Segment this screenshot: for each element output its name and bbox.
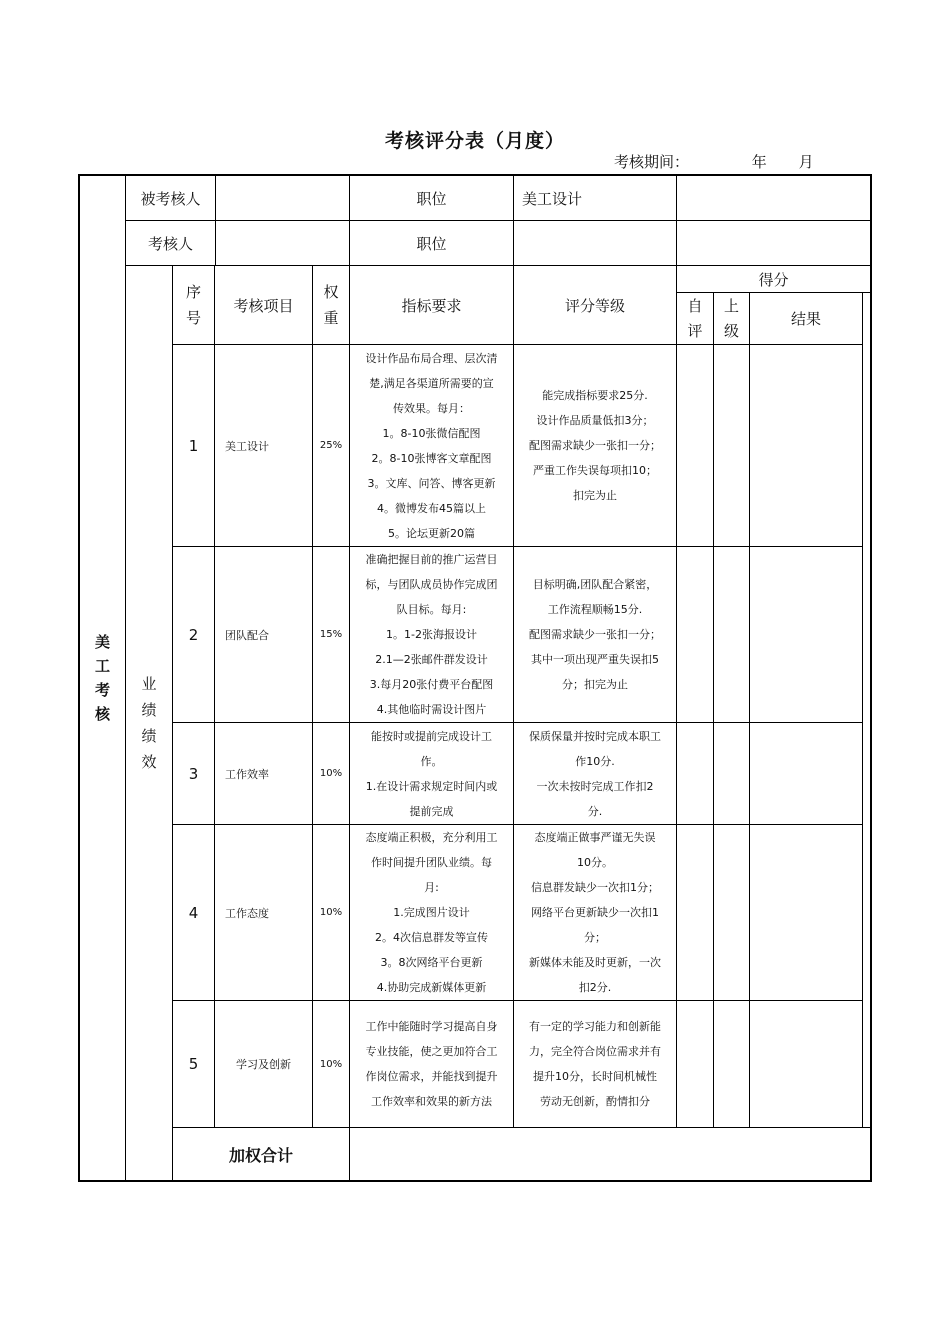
assessee-value[interactable] — [216, 176, 349, 220]
row-requirement — [350, 1001, 513, 1127]
row-item: 学习及创新 — [236, 1058, 291, 1071]
grading-line: 力，完全符合岗位需求并有 — [529, 1045, 661, 1058]
period-year: 年 — [751, 153, 767, 171]
row-weight: 10% — [319, 907, 343, 918]
requirement-line: 3.每月20张付费平台配图 — [369, 678, 494, 691]
row-weight: 10% — [319, 768, 343, 779]
row-self-score[interactable] — [677, 1001, 713, 1127]
requirement-line: 楚,满足各渠道所需要的宣 — [369, 376, 494, 390]
section-sub-text — [141, 671, 156, 775]
char: 工 — [94, 657, 110, 675]
grading-line: 分. — [587, 804, 603, 818]
requirement-line: 队目标。每月: — [396, 603, 467, 616]
char: 绩 — [141, 701, 157, 719]
row-superior-score[interactable] — [714, 825, 749, 1000]
requirement-line: 传效果。每月： — [393, 401, 470, 415]
col-no — [173, 266, 214, 344]
requirement-line: 3。文库、问答、博客更新 — [367, 476, 496, 490]
requirement-line: 2。4次信息群发等宣传 — [375, 931, 488, 944]
row-result[interactable] — [750, 345, 862, 546]
col-requirement: 指标要求 — [401, 296, 462, 315]
row-self-score[interactable] — [677, 825, 713, 1000]
col-superior-text — [724, 294, 739, 344]
col-superior — [714, 293, 749, 344]
row-requirement — [350, 723, 513, 824]
row-item: 工作效率 — [225, 767, 269, 781]
char: 上 — [723, 296, 739, 315]
grading-line: 劳动无创新，酌情扣分 — [540, 1095, 650, 1108]
page-title: 考核评分表（月度） — [384, 130, 565, 152]
section-main-text — [95, 630, 110, 726]
assessor-label: 考核人 — [147, 234, 193, 253]
char: 自 — [687, 296, 703, 315]
row-superior-score[interactable] — [714, 1001, 749, 1127]
char: 评 — [687, 321, 703, 340]
char: 绩 — [141, 727, 157, 745]
row-grading — [514, 723, 676, 824]
col-self-text — [687, 294, 702, 344]
char: 重 — [323, 309, 339, 327]
col-score: 得分 — [758, 270, 789, 289]
char: 级 — [723, 321, 739, 340]
grading-line: 作10分. — [575, 754, 615, 768]
period-label: 考核期间： — [614, 153, 690, 171]
grading-line: 网络平台更新缺少一次扣1 — [531, 906, 659, 919]
section-main — [80, 176, 125, 1180]
col-self — [677, 293, 713, 344]
grading-line: 配图需求缺少一张扣一分； — [529, 628, 661, 641]
col-result: 结果 — [790, 310, 821, 328]
col-grading: 评分等级 — [564, 296, 625, 315]
requirement-line: 1.在设计需求规定时间内或 — [365, 779, 498, 793]
requirement-line: 4.协助完成新媒体更新 — [376, 981, 487, 994]
row-result[interactable] — [750, 825, 862, 1000]
row-superior-score[interactable] — [714, 547, 749, 722]
char: 号 — [185, 309, 201, 327]
assessee-label: 被考核人 — [140, 189, 201, 208]
grading-line: 保质保量并按时完成本职工 — [529, 729, 661, 743]
row-item: 团队配合 — [225, 628, 269, 642]
grading-line: 扣完为止 — [573, 489, 617, 502]
col-item: 考核项目 — [233, 296, 294, 315]
requirement-line: 设计作品布局合理、层次清 — [365, 351, 498, 365]
row-grading — [514, 825, 676, 1000]
char: 美 — [94, 633, 110, 651]
row-weight: 10% — [319, 1058, 343, 1070]
char: 核 — [94, 705, 110, 723]
requirement-line: 1。8-10张微信配图 — [382, 426, 481, 440]
grading-line: 配图需求缺少一张扣一分； — [529, 439, 661, 452]
row-result[interactable] — [750, 547, 862, 722]
row-no: 4 — [188, 903, 199, 922]
row-requirement — [350, 345, 513, 546]
requirement-line: 标，与团队成员协作完成团 — [365, 578, 498, 591]
requirement-line: 1。1-2张海报设计 — [386, 628, 477, 641]
requirement-line: 提前完成 — [409, 804, 454, 818]
grading-line: 工作流程顺畅15分. — [547, 603, 643, 616]
row-self-score[interactable] — [677, 345, 713, 546]
grading-line: 提升10分，长时间机械性 — [533, 1070, 657, 1083]
requirement-line: 能按时或提前完成设计工 — [371, 729, 492, 743]
requirement-line: 作岗位需求，并能找到提升 — [365, 1070, 498, 1083]
grading-line: 信息群发缺少一次扣1分； — [531, 881, 659, 894]
header-blank-1 — [677, 176, 870, 220]
row-no: 1 — [188, 436, 199, 455]
row-self-score[interactable] — [677, 547, 713, 722]
row-requirement — [350, 547, 513, 722]
grading-line: 一次未按时完成工作扣2 — [536, 779, 654, 793]
col-weight — [313, 266, 349, 344]
row-grading — [514, 1001, 676, 1127]
position-value-2[interactable] — [514, 221, 676, 265]
row-weight: 25% — [319, 440, 343, 451]
row-self-score[interactable] — [677, 723, 713, 824]
requirement-line: 准确把握目前的推广运营目 — [365, 553, 498, 566]
grading-line: 能完成指标要求25分. — [542, 389, 648, 402]
row-weight: 15% — [319, 629, 343, 640]
period-month: 月 — [798, 153, 814, 171]
assessment-period — [614, 151, 814, 172]
requirement-line: 2.1—2张邮件群发设计 — [375, 653, 488, 666]
position-label: 职位 — [416, 189, 447, 208]
requirement-line: 工作中能随时学习提高自身 — [365, 1020, 498, 1033]
grading-line: 设计作品质量低扣3分； — [536, 414, 654, 427]
col-weight-text — [323, 279, 338, 331]
assessor-value[interactable] — [216, 221, 349, 265]
char: 效 — [141, 753, 157, 771]
row-no: 3 — [188, 764, 199, 783]
requirement-line: 态度端正积极，充分利用工 — [365, 831, 498, 844]
requirement-line: 专业技能，使之更加符合工 — [365, 1045, 498, 1058]
col-no-text — [186, 279, 201, 331]
requirement-line: 4。微博发布45篇以上 — [377, 501, 486, 515]
char: 考 — [94, 681, 110, 699]
row-superior-score[interactable] — [714, 345, 749, 546]
char: 序 — [185, 283, 201, 301]
requirement-line: 工作效率和效果的新方法 — [371, 1095, 492, 1108]
requirement-line: 作时间提升团队业绩。每 — [371, 856, 492, 869]
total-label: 加权合计 — [228, 1145, 293, 1165]
requirement-line: 3。8次网络平台更新 — [380, 956, 483, 969]
grading-line: 态度端正做事严谨无失误 — [534, 831, 656, 844]
char: 权 — [323, 283, 339, 301]
row-requirement — [350, 825, 513, 1000]
row-no: 2 — [188, 625, 199, 644]
row-item: 美工设计 — [225, 439, 269, 453]
grading-line: 扣2分. — [578, 981, 612, 994]
position-label-2: 职位 — [416, 234, 447, 253]
row-result[interactable] — [750, 1001, 862, 1127]
row-no: 5 — [188, 1055, 199, 1073]
row-item: 工作态度 — [225, 906, 269, 920]
grading-line: 目标明确,团队配合紧密， — [532, 578, 658, 591]
row-grading — [514, 547, 676, 722]
requirement-line: 1.完成图片设计 — [393, 906, 470, 919]
assessment-table — [78, 174, 872, 1182]
grading-line: 新媒体未能及时更新，一次 — [529, 956, 661, 969]
total-value[interactable] — [350, 1128, 870, 1180]
requirement-line: 5。论坛更新20篇 — [388, 526, 475, 540]
grading-line: 分； — [584, 931, 606, 944]
grading-line: 分；扣完为止 — [562, 678, 628, 691]
requirement-line: 2。8-10张博客文章配图 — [371, 451, 492, 465]
row-result[interactable] — [750, 723, 862, 824]
grading-line: 其中一项出现严重失误扣5 — [531, 653, 659, 666]
grading-line: 10分。 — [577, 856, 613, 869]
grading-line: 严重工作失误每项扣10； — [533, 464, 657, 477]
section-sub — [126, 266, 172, 1180]
requirement-line: 作。 — [420, 754, 443, 768]
char: 业 — [141, 675, 157, 693]
requirement-line: 月: — [424, 881, 439, 894]
grading-line: 有一定的学习能力和创新能 — [529, 1020, 661, 1033]
row-superior-score[interactable] — [714, 723, 749, 824]
position-value[interactable]: 美工设计 — [522, 189, 583, 208]
requirement-line: 4.其他临时需设计图片 — [376, 703, 487, 716]
row-grading — [514, 345, 676, 546]
